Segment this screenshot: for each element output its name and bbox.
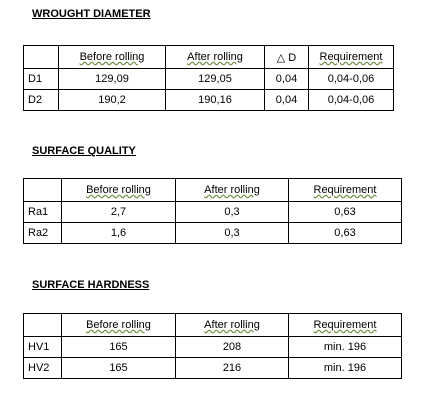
table-header-row: [24, 179, 402, 202]
table-row: [24, 337, 402, 358]
surface-quality-table: [23, 178, 402, 244]
cell-requirement: min. 196: [289, 337, 402, 358]
table-row: [24, 90, 394, 111]
cell-delta: 0,04: [265, 90, 309, 111]
surface-hardness-table: [23, 313, 402, 379]
table-row: [24, 202, 402, 223]
cell-after: 216: [176, 358, 289, 379]
header-before-rolling: Before rolling: [59, 46, 166, 69]
header-requirement: Requirement: [289, 314, 402, 337]
cell-before: 1,6: [62, 223, 176, 244]
row-label: D2: [24, 90, 59, 111]
table-row: [24, 358, 402, 379]
row-label: Ra1: [24, 202, 62, 223]
header-delta-d: △ D: [265, 46, 309, 69]
header-after-rolling: After rolling: [176, 179, 289, 202]
wrought-diameter-table: [23, 45, 394, 111]
section-title-surface-quality: SURFACE QUALITY: [32, 145, 136, 157]
cell-after: 208: [176, 337, 289, 358]
section-title-surface-hardness: SURFACE HARDNESS: [32, 279, 150, 291]
table-header-row: [24, 46, 394, 69]
header-before-rolling: Before rolling: [62, 179, 176, 202]
cell-requirement: 0,63: [289, 223, 402, 244]
cell-before: 129,09: [59, 69, 166, 90]
header-requirement: Requirement: [309, 46, 394, 69]
header-after-rolling: After rolling: [176, 314, 289, 337]
header-cell-empty: [24, 179, 62, 202]
header-cell-empty: [24, 314, 62, 337]
cell-before: 165: [62, 358, 176, 379]
cell-requirement: 0,04-0,06: [309, 90, 394, 111]
cell-before: 2,7: [62, 202, 176, 223]
section-title-wrought-diameter: WROUGHT DIAMETER: [32, 8, 151, 20]
header-before-rolling: Before rolling: [62, 314, 176, 337]
table-row: [24, 223, 402, 244]
cell-delta: 0,04: [265, 69, 309, 90]
cell-requirement: min. 196: [289, 358, 402, 379]
row-label: HV2: [24, 358, 62, 379]
cell-after: 129,05: [166, 69, 265, 90]
cell-after: 0,3: [176, 223, 289, 244]
table-row: [24, 69, 394, 90]
cell-after: 190,16: [166, 90, 265, 111]
cell-requirement: 0,04-0,06: [309, 69, 394, 90]
cell-after: 0,3: [176, 202, 289, 223]
table-header-row: [24, 314, 402, 337]
row-label: Ra2: [24, 223, 62, 244]
header-cell-empty: [24, 46, 59, 69]
row-label: D1: [24, 69, 59, 90]
header-requirement: Requirement: [289, 179, 402, 202]
row-label: HV1: [24, 337, 62, 358]
header-after-rolling: After rolling: [166, 46, 265, 69]
cell-before: 190,2: [59, 90, 166, 111]
cell-before: 165: [62, 337, 176, 358]
cell-requirement: 0,63: [289, 202, 402, 223]
